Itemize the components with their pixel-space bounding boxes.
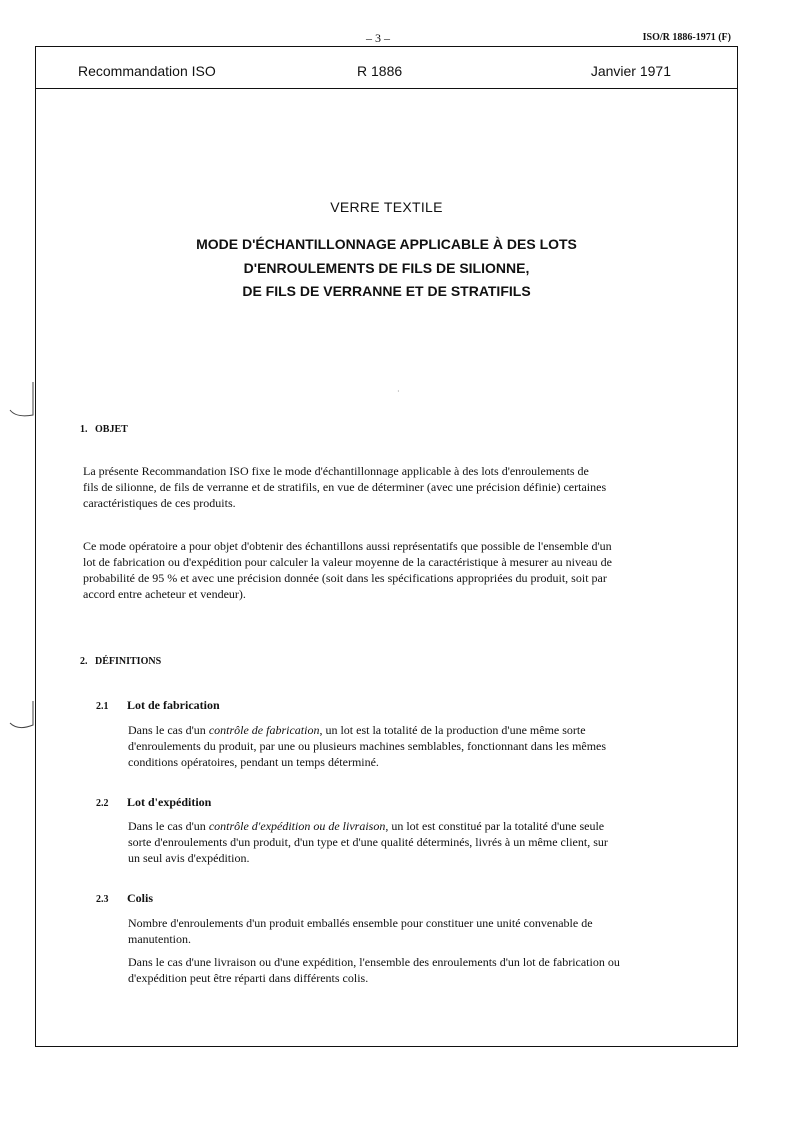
section-number: 2.	[80, 656, 88, 667]
text-line: accord entre acheteur et vendeur).	[83, 587, 246, 601]
text-line: manutention.	[128, 932, 191, 946]
text-line: Nombre d'enroulements d'un produit emballés ensemble pour constituer une unité convenable de	[128, 916, 593, 930]
paragraph-objet-2	[83, 538, 612, 602]
document-frame	[35, 46, 738, 1047]
paragraph-objet-1	[83, 463, 606, 511]
text-line: fils de silionne, de fils de verranne et de stratifils, en vue de déterminer (avec une précision définie) certaines	[83, 480, 607, 494]
italic-term: contrôle de fabrication	[208, 723, 320, 737]
subsection-title: Lot de fabrication	[127, 698, 220, 712]
paragraph-2-2	[128, 818, 608, 866]
margin-mark-upper	[6, 380, 36, 420]
text-line: conditions opératoires, pendant un temps déterminé.	[128, 755, 379, 769]
text-line: La présente Recommandation ISO fixe le mode d'échantillonnage applicable à des lots d'enroulements de	[83, 464, 589, 478]
text-line	[128, 818, 608, 834]
subsection-title: Lot d'expédition	[127, 795, 212, 809]
subsection-number: 2.1	[96, 701, 109, 712]
subsection-number: 2.3	[96, 894, 109, 905]
text-line: Ce mode opératoire a pour objet d'obtenir des échantillons aussi représentatifs que possible de l'ensemble d'un	[83, 539, 612, 553]
section-title: DÉFINITIONS	[95, 656, 162, 667]
text-segment: Dans le cas d'un	[128, 723, 209, 737]
text-line: probabilité de 95 % et avec une précision donnée (soit dans les spécifications appropriées du produit, soit par	[83, 571, 607, 585]
document-code: ISO/R 1886-1971 (F)	[642, 32, 731, 43]
text-segment: Dans le cas d'un	[128, 819, 209, 833]
margin-mark-lower	[6, 695, 36, 735]
title-line: DE FILS DE VERRANNE ET DE STRATIFILS	[242, 283, 531, 299]
text-line: sorte d'enroulements d'un produit, d'un type et d'une qualité déterminés, livrés à un même client, sur	[128, 835, 608, 849]
subsection-number: 2.2	[96, 798, 109, 809]
subsection-heading-2-3	[96, 891, 153, 906]
document-subject: VERRE TEXTILE	[330, 199, 443, 215]
title-line: D'ENROULEMENTS DE FILS DE SILIONNE,	[243, 259, 530, 276]
text-line	[128, 722, 606, 738]
section-title: OBJET	[95, 424, 128, 435]
header-row	[36, 47, 737, 89]
paragraph-2-3-2	[128, 954, 620, 986]
text-line: lot de fabrication ou d'expédition pour calculer la valeur moyenne de la caractéristique à mesurer au niveau de	[83, 555, 612, 569]
title-block	[36, 199, 737, 304]
section-heading-definitions	[80, 656, 161, 667]
text-line: d'enroulements du produit, par une ou plusieurs machines semblables, fonctionnant dans les mêmes	[128, 739, 607, 753]
header-center: R 1886	[357, 63, 403, 79]
subsection-title: Colis	[127, 891, 154, 905]
header-left: Recommandation ISO	[78, 63, 216, 79]
subsection-heading-2-1	[96, 698, 220, 713]
header-right: Janvier 1971	[590, 63, 671, 79]
page-number: – 3 –	[366, 31, 390, 45]
paragraph-2-1	[128, 722, 606, 770]
section-heading-objet	[80, 424, 128, 435]
text-segment: , un lot est constitué par la totalité d'une seule	[385, 819, 605, 833]
text-line: caractéristiques de ces produits.	[83, 496, 236, 510]
paragraph-2-3-1	[128, 915, 593, 947]
text-segment: , un lot est la totalité de la production d'une même sorte	[319, 723, 586, 737]
section-number: 1.	[80, 424, 88, 435]
title-line: MODE D'ÉCHANTILLONNAGE APPLICABLE À DES LOTS	[196, 236, 577, 252]
decorative-dot: ·	[397, 387, 400, 396]
text-line: Dans le cas d'une livraison ou d'une expédition, l'ensemble des enroulements d'un lot de fabrication ou	[128, 955, 620, 969]
document-title	[36, 233, 737, 304]
italic-term: contrôle d'expédition ou de livraison	[208, 819, 386, 833]
text-line: d'expédition peut être réparti dans différents colis.	[128, 971, 369, 985]
text-line: un seul avis d'expédition.	[128, 851, 250, 865]
subsection-heading-2-2	[96, 795, 211, 810]
